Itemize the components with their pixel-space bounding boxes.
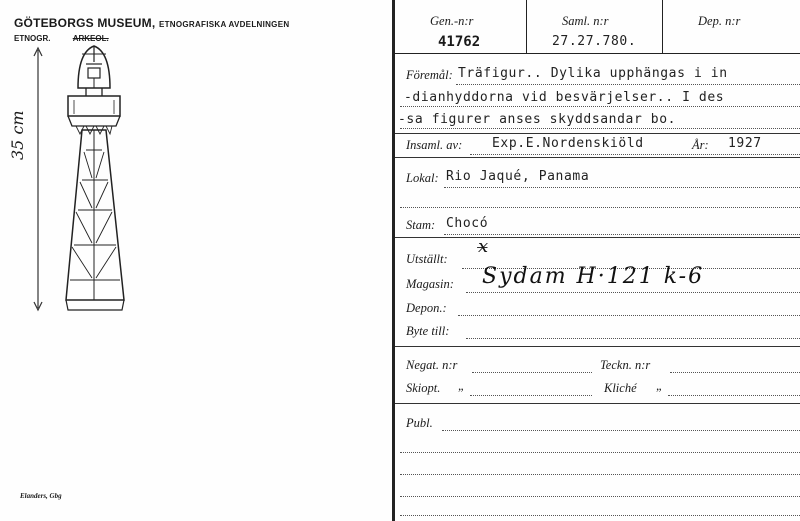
lokal-value: Rio Jaqué, Panama [446,169,590,184]
ar-value: 1927 [728,136,762,151]
skiopt-mark: „ [458,379,465,393]
figure-sketch [20,40,160,330]
figure-body [66,130,124,300]
utstallt-label: Utställt: [406,252,448,266]
magasin-value: Sydam H·121 k-6 [482,264,705,289]
insaml-value: Exp.E.Nordenskiöld [492,136,644,151]
museum-header [14,16,289,30]
publ-label: Publ. [406,416,433,430]
arkeol-label: ARKEOL. [72,34,109,43]
foremal-line-2: -dianhyddorna vid besvärjelser.. I des [404,90,725,105]
department-name: ETNOGRAFISKA AVDELNINGEN [158,20,290,29]
insaml-label: Insaml. av: [406,138,463,152]
gen-number-value: 41762 [438,34,481,50]
size-note: 35 cm [8,110,27,160]
museum-name: GÖTEBORGS MUSEUM, [14,16,156,30]
skiopt-label: Skiopt. [406,381,441,395]
gen-number-label: Gen.-n:r [430,14,474,28]
magasin-label: Magasin: [406,277,454,291]
saml-number-value: 27.27.780. [552,34,637,49]
kliche-mark: „ [656,379,663,393]
card-divider [392,0,395,521]
utstallt-value: x̶ [478,236,491,257]
negat-label: Negat. n:r [406,358,458,372]
etnogr-label: ETNOGR. [14,34,51,43]
stam-label: Stam: [406,218,436,232]
foremal-line-1: Träfigur.. Dylika upphängas i in [458,66,728,81]
depon-label: Depon.: [406,301,447,315]
printer-credit: Elanders, Gbg [20,492,62,500]
dep-number-label: Dep. n:r [698,14,741,28]
byte-till-label: Byte till: [406,324,450,338]
lokal-label: Lokal: [406,171,439,185]
figure-shoulders [68,96,120,116]
saml-number-label: Saml. n:r [562,14,609,28]
ar-label: År: [692,138,709,152]
teckn-label: Teckn. n:r [600,358,651,372]
stam-value: Chocó [446,216,489,231]
foremal-label: Föremål: [406,68,453,82]
top-box-bottom-rule [395,53,800,54]
kliche-label: Kliché [604,381,637,395]
foremal-line-3: -sa figurer anses skyddsandar bo. [398,112,677,127]
